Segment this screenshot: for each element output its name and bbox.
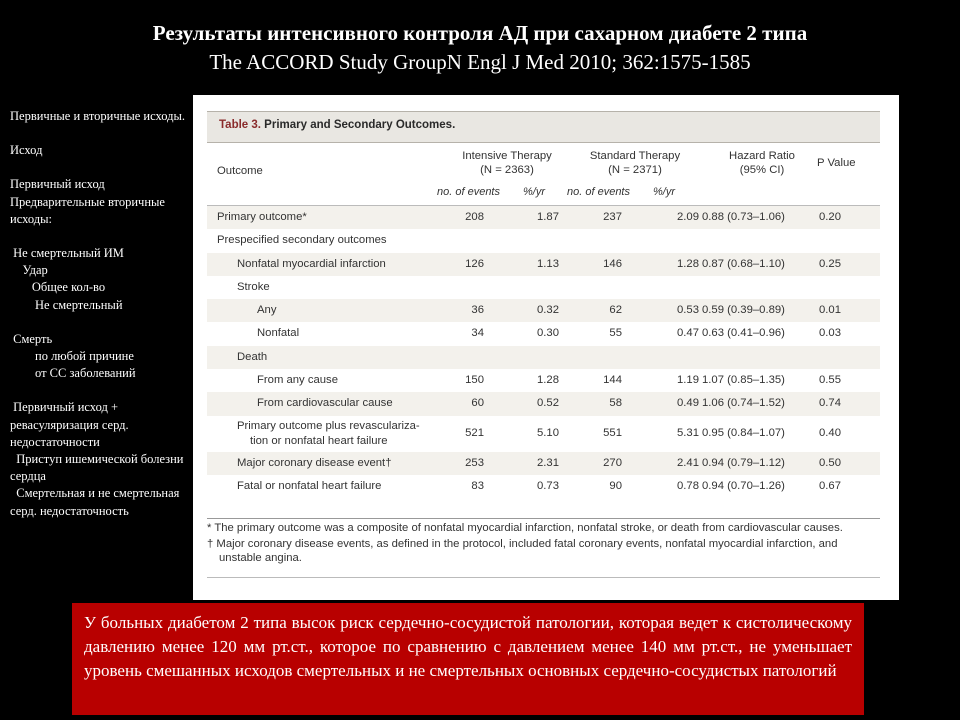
cell-hr: 0.94 (0.79–1.12) — [702, 456, 785, 469]
cell-sr: 0.78 — [677, 479, 699, 492]
cell-sr: 5.31 — [677, 426, 699, 439]
cell-outcome — [237, 452, 391, 475]
table-number: Table 3. — [219, 119, 261, 131]
cell-sr: 0.49 — [677, 397, 699, 410]
cell-sr: 1.19 — [677, 374, 699, 387]
cell-se: 58 — [609, 397, 622, 410]
table-row — [207, 452, 880, 475]
col-header-intensive — [447, 149, 567, 177]
cell-ie: 150 — [465, 374, 484, 387]
outcome-label: From cardiovascular cause — [257, 397, 393, 410]
table-caption-bar — [207, 111, 880, 143]
sub-header-events-standard: no. of events — [567, 186, 630, 198]
cell-sr: 2.41 — [677, 456, 699, 469]
table-row — [207, 229, 880, 252]
cell-ir: 0.30 — [537, 327, 559, 340]
table-caption — [219, 119, 455, 131]
cell-p: 0.67 — [819, 479, 841, 492]
cell-ie: 83 — [471, 479, 484, 492]
cell-ie: 34 — [471, 327, 484, 340]
cell-ir: 1.13 — [537, 257, 559, 270]
cell-hr: 0.95 (0.84–1.07) — [702, 426, 785, 439]
cell-ie: 208 — [465, 211, 484, 223]
left-note-line — [10, 314, 186, 331]
left-note-line: Приступ ишемической болезни сердца — [10, 452, 187, 484]
cell-sr: 0.47 — [677, 327, 699, 340]
cell-sr: 2.09 — [677, 211, 699, 223]
left-note-line — [10, 125, 186, 142]
standard-label: Standard Therapy — [589, 150, 681, 162]
outcome-label: Primary outcome* — [217, 211, 307, 223]
cell-ir: 5.10 — [537, 426, 559, 439]
cell-outcome — [237, 276, 270, 299]
standard-n: (N = 2371) — [608, 164, 662, 176]
hr-label: Hazard Ratio — [729, 150, 795, 162]
cell-ir: 0.73 — [537, 479, 559, 492]
cell-outcome — [257, 392, 393, 415]
cell-ie: 521 — [465, 426, 484, 439]
outcome-label: Any — [257, 304, 277, 317]
cell-outcome — [237, 419, 420, 449]
cell-se: 270 — [603, 456, 622, 469]
footnotes-divider — [207, 569, 880, 578]
left-note-line: от СС заболеваний — [10, 366, 136, 381]
cell-p: 0.25 — [819, 257, 841, 270]
cell-outcome — [257, 322, 299, 345]
table-row — [207, 253, 880, 276]
sub-header-rate-intensive: %/yr — [523, 186, 545, 198]
outcome-label: Nonfatal myocardial infarction — [237, 257, 386, 270]
slide-title-block — [0, 18, 960, 76]
cell-outcome — [237, 253, 386, 276]
cell-sr: 1.28 — [677, 257, 699, 270]
left-notes — [10, 108, 186, 520]
cell-se: 551 — [603, 426, 622, 439]
intensive-n: (N = 2363) — [480, 164, 534, 176]
col-header-p: P Value — [817, 157, 856, 169]
cell-se: 144 — [603, 374, 622, 387]
sub-header-events-intensive: no. of events — [437, 186, 500, 198]
col-header-hr — [712, 149, 812, 177]
cell-hr: 0.63 (0.41–0.96) — [702, 327, 785, 340]
left-note-line: Не смертельный ИМ — [10, 246, 124, 261]
left-note-line: Удар — [10, 263, 48, 278]
table-body — [207, 206, 880, 498]
cell-outcome — [217, 206, 307, 229]
cell-hr: 1.07 (0.85–1.35) — [702, 374, 785, 387]
hr-ci-label: (95% CI) — [739, 164, 785, 176]
cell-ir: 0.52 — [537, 397, 559, 410]
left-note-line: Смерть — [10, 331, 53, 346]
cell-ir: 2.31 — [537, 456, 559, 469]
cell-outcome — [257, 369, 338, 392]
left-note-line — [10, 159, 186, 176]
outcome-label: Primary outcome plus revasculariza- — [237, 419, 420, 432]
outcome-label: Nonfatal — [257, 327, 300, 340]
left-note-line: Первичный исход — [10, 177, 105, 192]
cell-se: 90 — [609, 479, 622, 492]
left-note-line: Общее кол-во — [10, 280, 106, 295]
outcome-label: From any cause — [257, 374, 338, 387]
cell-hr: 0.87 (0.68–1.10) — [702, 257, 785, 270]
outcomes-table — [207, 147, 880, 498]
table-header — [207, 147, 880, 206]
left-note-line — [10, 382, 186, 399]
cell-ir: 1.28 — [537, 374, 559, 387]
conclusion-box: У больных диабетом 2 типа высок риск сердечно-сосудистой патологии, которая ведет к систолическому давлению менее 120 мм рт.ст., которое по сравнению с давлением менее 140 мм рт.ст., не уменьшает уровень смешанных исходов смертельных и не смертельных основных сердечно-сосудистых патологий — [72, 603, 864, 715]
left-note-line: Предварительные вторичные исходы: — [10, 194, 169, 226]
cell-ie: 126 — [465, 257, 484, 270]
left-note-line: Смертельная и не смертельная серд. недостаточность — [10, 486, 183, 518]
footnote-coronary: † Major coronary disease events, as defined in the protocol, included fatal coronary events, nonfatal myocardial infarction, and unstable angina. — [207, 538, 838, 564]
cell-p: 0.03 — [819, 327, 841, 340]
table-footnotes — [207, 518, 880, 578]
table-row — [207, 416, 880, 452]
cell-p: 0.55 — [819, 374, 841, 387]
cell-ie: 36 — [471, 304, 484, 317]
cell-outcome — [237, 346, 267, 369]
left-note-line: по любой причине — [10, 349, 134, 364]
table-row — [207, 475, 880, 498]
outcome-label: Major coronary disease event† — [237, 456, 392, 469]
table-row — [207, 346, 880, 369]
cell-hr: 0.59 (0.39–0.89) — [702, 304, 785, 317]
cell-p: 0.01 — [819, 304, 841, 317]
cell-outcome — [237, 475, 381, 498]
table-row — [207, 206, 880, 229]
outcome-label-cont: tion or nonfatal heart failure — [250, 434, 388, 447]
cell-outcome — [217, 229, 387, 252]
cell-se: 146 — [603, 257, 622, 270]
cell-se: 62 — [609, 304, 622, 317]
outcomes-table-panel — [193, 95, 899, 600]
cell-ir: 1.87 — [537, 211, 559, 223]
left-note-line: Первичный исход + ревасуляризация серд. недостаточности — [10, 400, 132, 449]
left-note-line: Первичные и вторичные исходы. — [10, 109, 186, 123]
cell-hr: 0.88 (0.73–1.06) — [702, 211, 785, 223]
cell-ie: 60 — [471, 397, 484, 410]
col-header-standard — [575, 149, 695, 177]
slide-source: The ACCORD Study GroupN Engl J Med 2010; 362:1575-1585 — [209, 50, 751, 74]
outcome-label: Prespecified secondary outcomes — [217, 234, 387, 247]
intensive-label: Intensive Therapy — [462, 150, 552, 162]
cell-p: 0.40 — [819, 426, 841, 439]
footnote-primary: * The primary outcome was a composite of nonfatal myocardial infarction, nonfatal stroke, or death from cardiovascular causes. — [207, 522, 843, 534]
cell-ir: 0.32 — [537, 304, 559, 317]
cell-se: 237 — [603, 211, 622, 223]
cell-se: 55 — [609, 327, 622, 340]
table-title: Primary and Secondary Outcomes. — [264, 119, 456, 131]
table-row — [207, 369, 880, 392]
cell-sr: 0.53 — [677, 304, 699, 317]
cell-p: 0.50 — [819, 456, 841, 469]
outcome-label: Stroke — [237, 280, 270, 293]
outcome-label: Death — [237, 350, 268, 363]
cell-hr: 0.94 (0.70–1.26) — [702, 479, 785, 492]
cell-ie: 253 — [465, 456, 484, 469]
left-note-line: Не смертельный — [10, 297, 123, 312]
sub-header-rate-standard: %/yr — [653, 186, 675, 198]
table-row — [207, 322, 880, 345]
cell-outcome — [257, 299, 276, 322]
table-row — [207, 392, 880, 415]
cell-p: 0.20 — [819, 211, 841, 223]
table-row — [207, 276, 880, 299]
col-header-outcome: Outcome — [217, 165, 263, 177]
table-row — [207, 299, 880, 322]
cell-p: 0.74 — [819, 397, 841, 410]
outcome-label: Fatal or nonfatal heart failure — [237, 479, 382, 492]
left-note-line — [10, 228, 186, 245]
cell-hr: 1.06 (0.74–1.52) — [702, 397, 785, 410]
left-note-line: Исход — [10, 143, 43, 158]
slide-title: Результаты интенсивного контроля АД при сахарном диабете 2 типа — [152, 21, 808, 45]
